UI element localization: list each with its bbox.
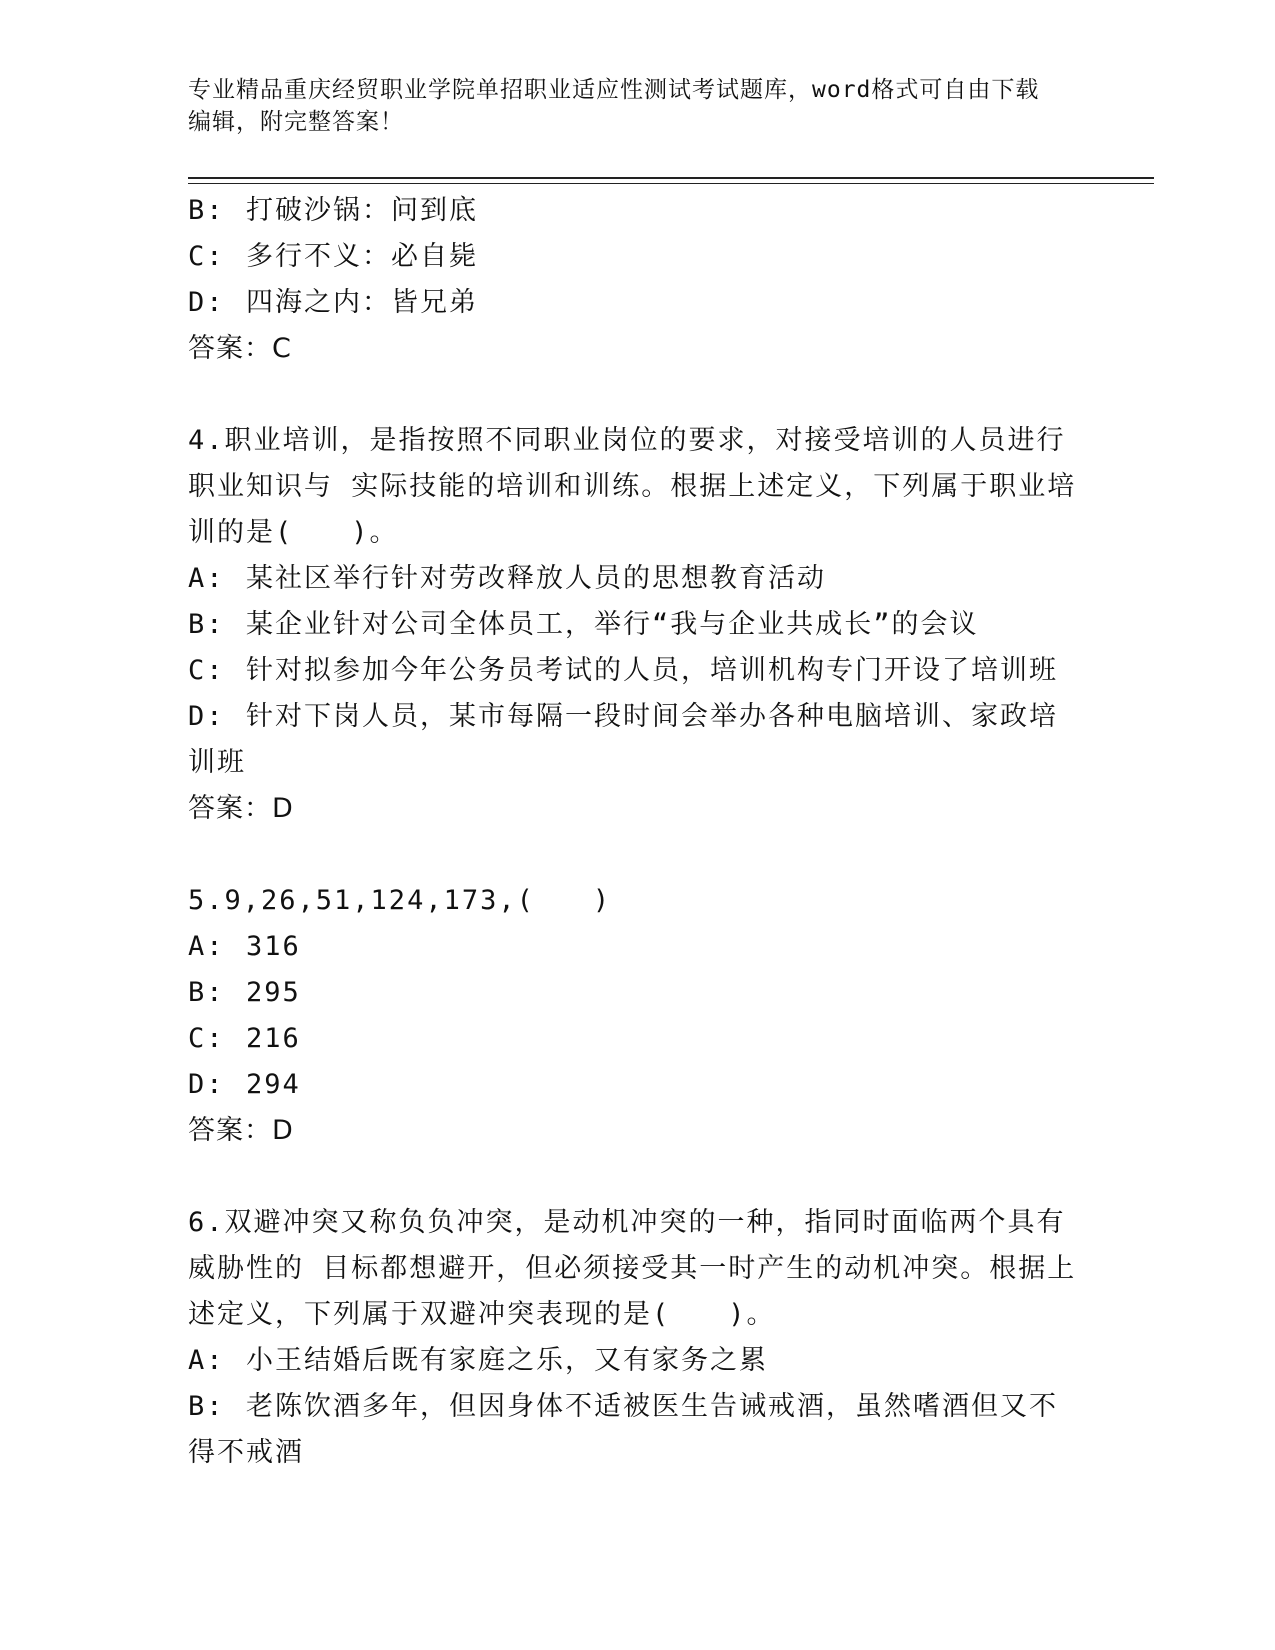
- question-stem-line: 5.9,26,51,124,173,( ): [188, 885, 612, 916]
- option-b: [188, 188, 1088, 234]
- question-stem-line: 职业知识与 实际技能的培训和训练。根据上述定义，下列属于职业培: [188, 471, 1077, 502]
- option-a: [188, 556, 1088, 602]
- option-letter: A:: [188, 563, 225, 594]
- option-letter: B:: [188, 977, 225, 1008]
- option-d: [188, 694, 1088, 740]
- document-header: [188, 74, 1088, 138]
- option-text: 针对下岗人员，某市每隔一段时间会举办各种电脑培训、家政培: [246, 701, 1058, 732]
- option-text: 某企业针对公司全体员工，举行“我与企业共成长”的会议: [246, 609, 979, 640]
- option-c: [188, 234, 1088, 280]
- option-text: 四海之内：皆兄弟: [246, 287, 478, 318]
- option-c: [188, 1016, 1088, 1062]
- option-text: 294: [246, 1069, 301, 1100]
- option-letter: C:: [188, 655, 225, 686]
- option-letter: B:: [188, 1391, 225, 1422]
- question-content: [188, 188, 1088, 1476]
- answer-line: 答案：D: [188, 1115, 294, 1146]
- answer-line: 答案：C: [188, 333, 292, 364]
- option-letter: C:: [188, 241, 225, 272]
- option-d: [188, 280, 1088, 326]
- option-letter: A:: [188, 1345, 225, 1376]
- option-text: 老陈饮酒多年，但因身体不适被医生告诫戒酒，虽然嗜酒但又不: [246, 1391, 1058, 1422]
- option-text: 打破沙锅：问到底: [246, 195, 478, 226]
- option-letter: B:: [188, 609, 225, 640]
- answer-line: 答案：D: [188, 793, 294, 824]
- option-text: 216: [246, 1023, 301, 1054]
- question-stem-line: 述定义，下列属于双避冲突表现的是( )。: [188, 1299, 776, 1330]
- question-stem-line: 训的是( )。: [188, 517, 399, 548]
- option-text: 某社区举行针对劳改释放人员的思想教育活动: [246, 563, 826, 594]
- option-text: 316: [246, 931, 301, 962]
- option-a: [188, 1338, 1088, 1384]
- option-b: [188, 602, 1088, 648]
- option-c: [188, 648, 1088, 694]
- option-letter: D:: [188, 287, 225, 318]
- option-letter: D:: [188, 701, 225, 732]
- spacer: [188, 372, 1088, 418]
- header-divider-thick: [188, 177, 1154, 179]
- option-text: 295: [246, 977, 301, 1008]
- option-a: [188, 924, 1088, 970]
- header-line-2: 编辑，附完整答案！: [188, 109, 404, 135]
- header-line-1: 专业精品重庆经贸职业学院单招职业适应性测试考试题库，word格式可自由下载: [188, 77, 1040, 103]
- option-text: 小王结婚后既有家庭之乐，又有家务之累: [246, 1345, 768, 1376]
- option-text: 针对拟参加今年公务员考试的人员，培训机构专门开设了培训班: [246, 655, 1058, 686]
- spacer: [188, 1154, 1088, 1200]
- question-5: [188, 878, 1088, 1154]
- question-4: [188, 418, 1088, 832]
- question-6: [188, 1200, 1088, 1476]
- option-b: [188, 1384, 1088, 1430]
- header-divider-thin: [188, 183, 1154, 184]
- question-stem-line: 4.职业培训，是指按照不同职业岗位的要求，对接受培训的人员进行: [188, 425, 1066, 456]
- option-b-continuation: 得不戒酒: [188, 1437, 304, 1468]
- option-b: [188, 970, 1088, 1016]
- option-text: 多行不义：必自毙: [246, 241, 478, 272]
- option-letter: B:: [188, 195, 225, 226]
- question-stem-line: 威胁性的 目标都想避开，但必须接受其一时产生的动机冲突。根据上: [188, 1253, 1077, 1284]
- option-letter: C:: [188, 1023, 225, 1054]
- spacer: [188, 832, 1088, 878]
- option-letter: D:: [188, 1069, 225, 1100]
- question-stem-line: 6.双避冲突又称负负冲突，是动机冲突的一种，指同时面临两个具有: [188, 1207, 1066, 1238]
- option-letter: A:: [188, 931, 225, 962]
- question-3: [188, 188, 1088, 372]
- option-d: [188, 1062, 1088, 1108]
- option-d-continuation: 训班: [188, 747, 246, 778]
